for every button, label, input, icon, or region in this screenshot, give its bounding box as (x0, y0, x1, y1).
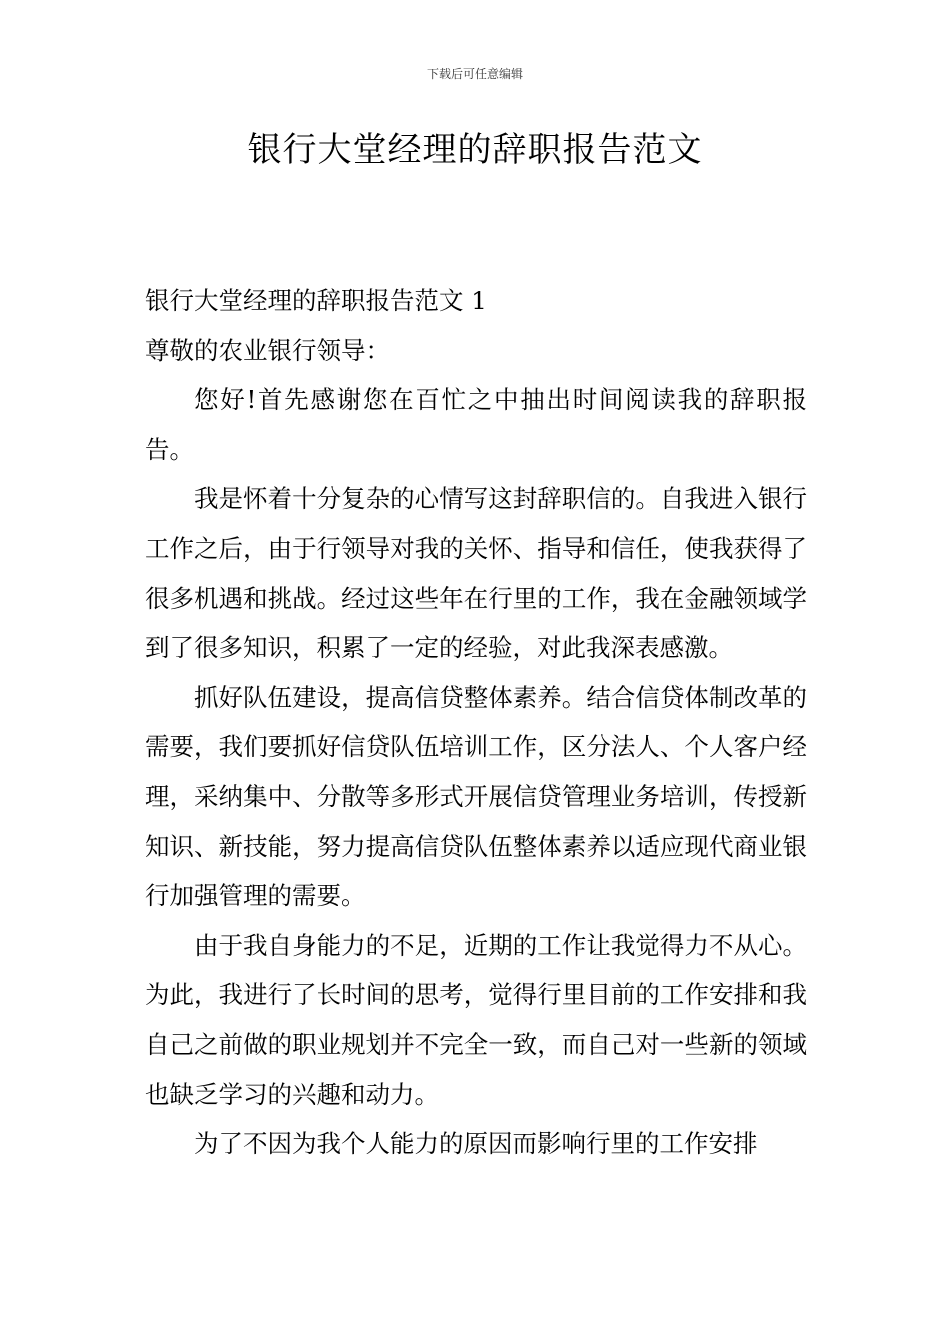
paragraph: 我是怀着十分复杂的心情写这封辞职信的。自我进入银行工作之后，由于行领导对我的关怀、指导和信任，使我获得了很多机遇和挑战。经过这些年在行里的工作，我在金融领域学到了很多知识，积累了一定的经验，对此我深表感激。 (145, 484, 807, 663)
document-body (145, 276, 807, 1169)
paragraph: 由于我自身能力的不足，近期的工作让我觉得力不从心。为此，我进行了长时间的思考，觉得行里目前的工作安排和我自己之前做的职业规划并不完全一致，而自己对一些新的领域也缺乏学习的兴趣和动力。 (145, 930, 807, 1109)
header-note: 下载后可任意编辑 (426, 67, 523, 81)
paragraph: 您好!首先感谢您在百忙之中抽出时间阅读我的辞职报告。 (145, 385, 807, 464)
document-title: 银行大堂经理的辞职报告范文 (247, 130, 703, 170)
paragraph: 抓好队伍建设，提高信贷整体素养。结合信贷体制改革的需要，我们要抓好信贷队伍培训工作，区分法人、个人客户经理，采纳集中、分散等多形式开展信贷管理业务培训，传授新知识、新技能，努力提高信贷队伍整体素养以适应现代商业银行加强管理的需要。 (145, 682, 807, 911)
salutation: 尊敬的农业银行领导： (145, 335, 390, 365)
paragraph: 为了不因为我个人能力的原因而影响行里的工作安排 (194, 1129, 758, 1159)
section-heading: 银行大堂经理的辞职报告范文 1 (145, 286, 487, 315)
